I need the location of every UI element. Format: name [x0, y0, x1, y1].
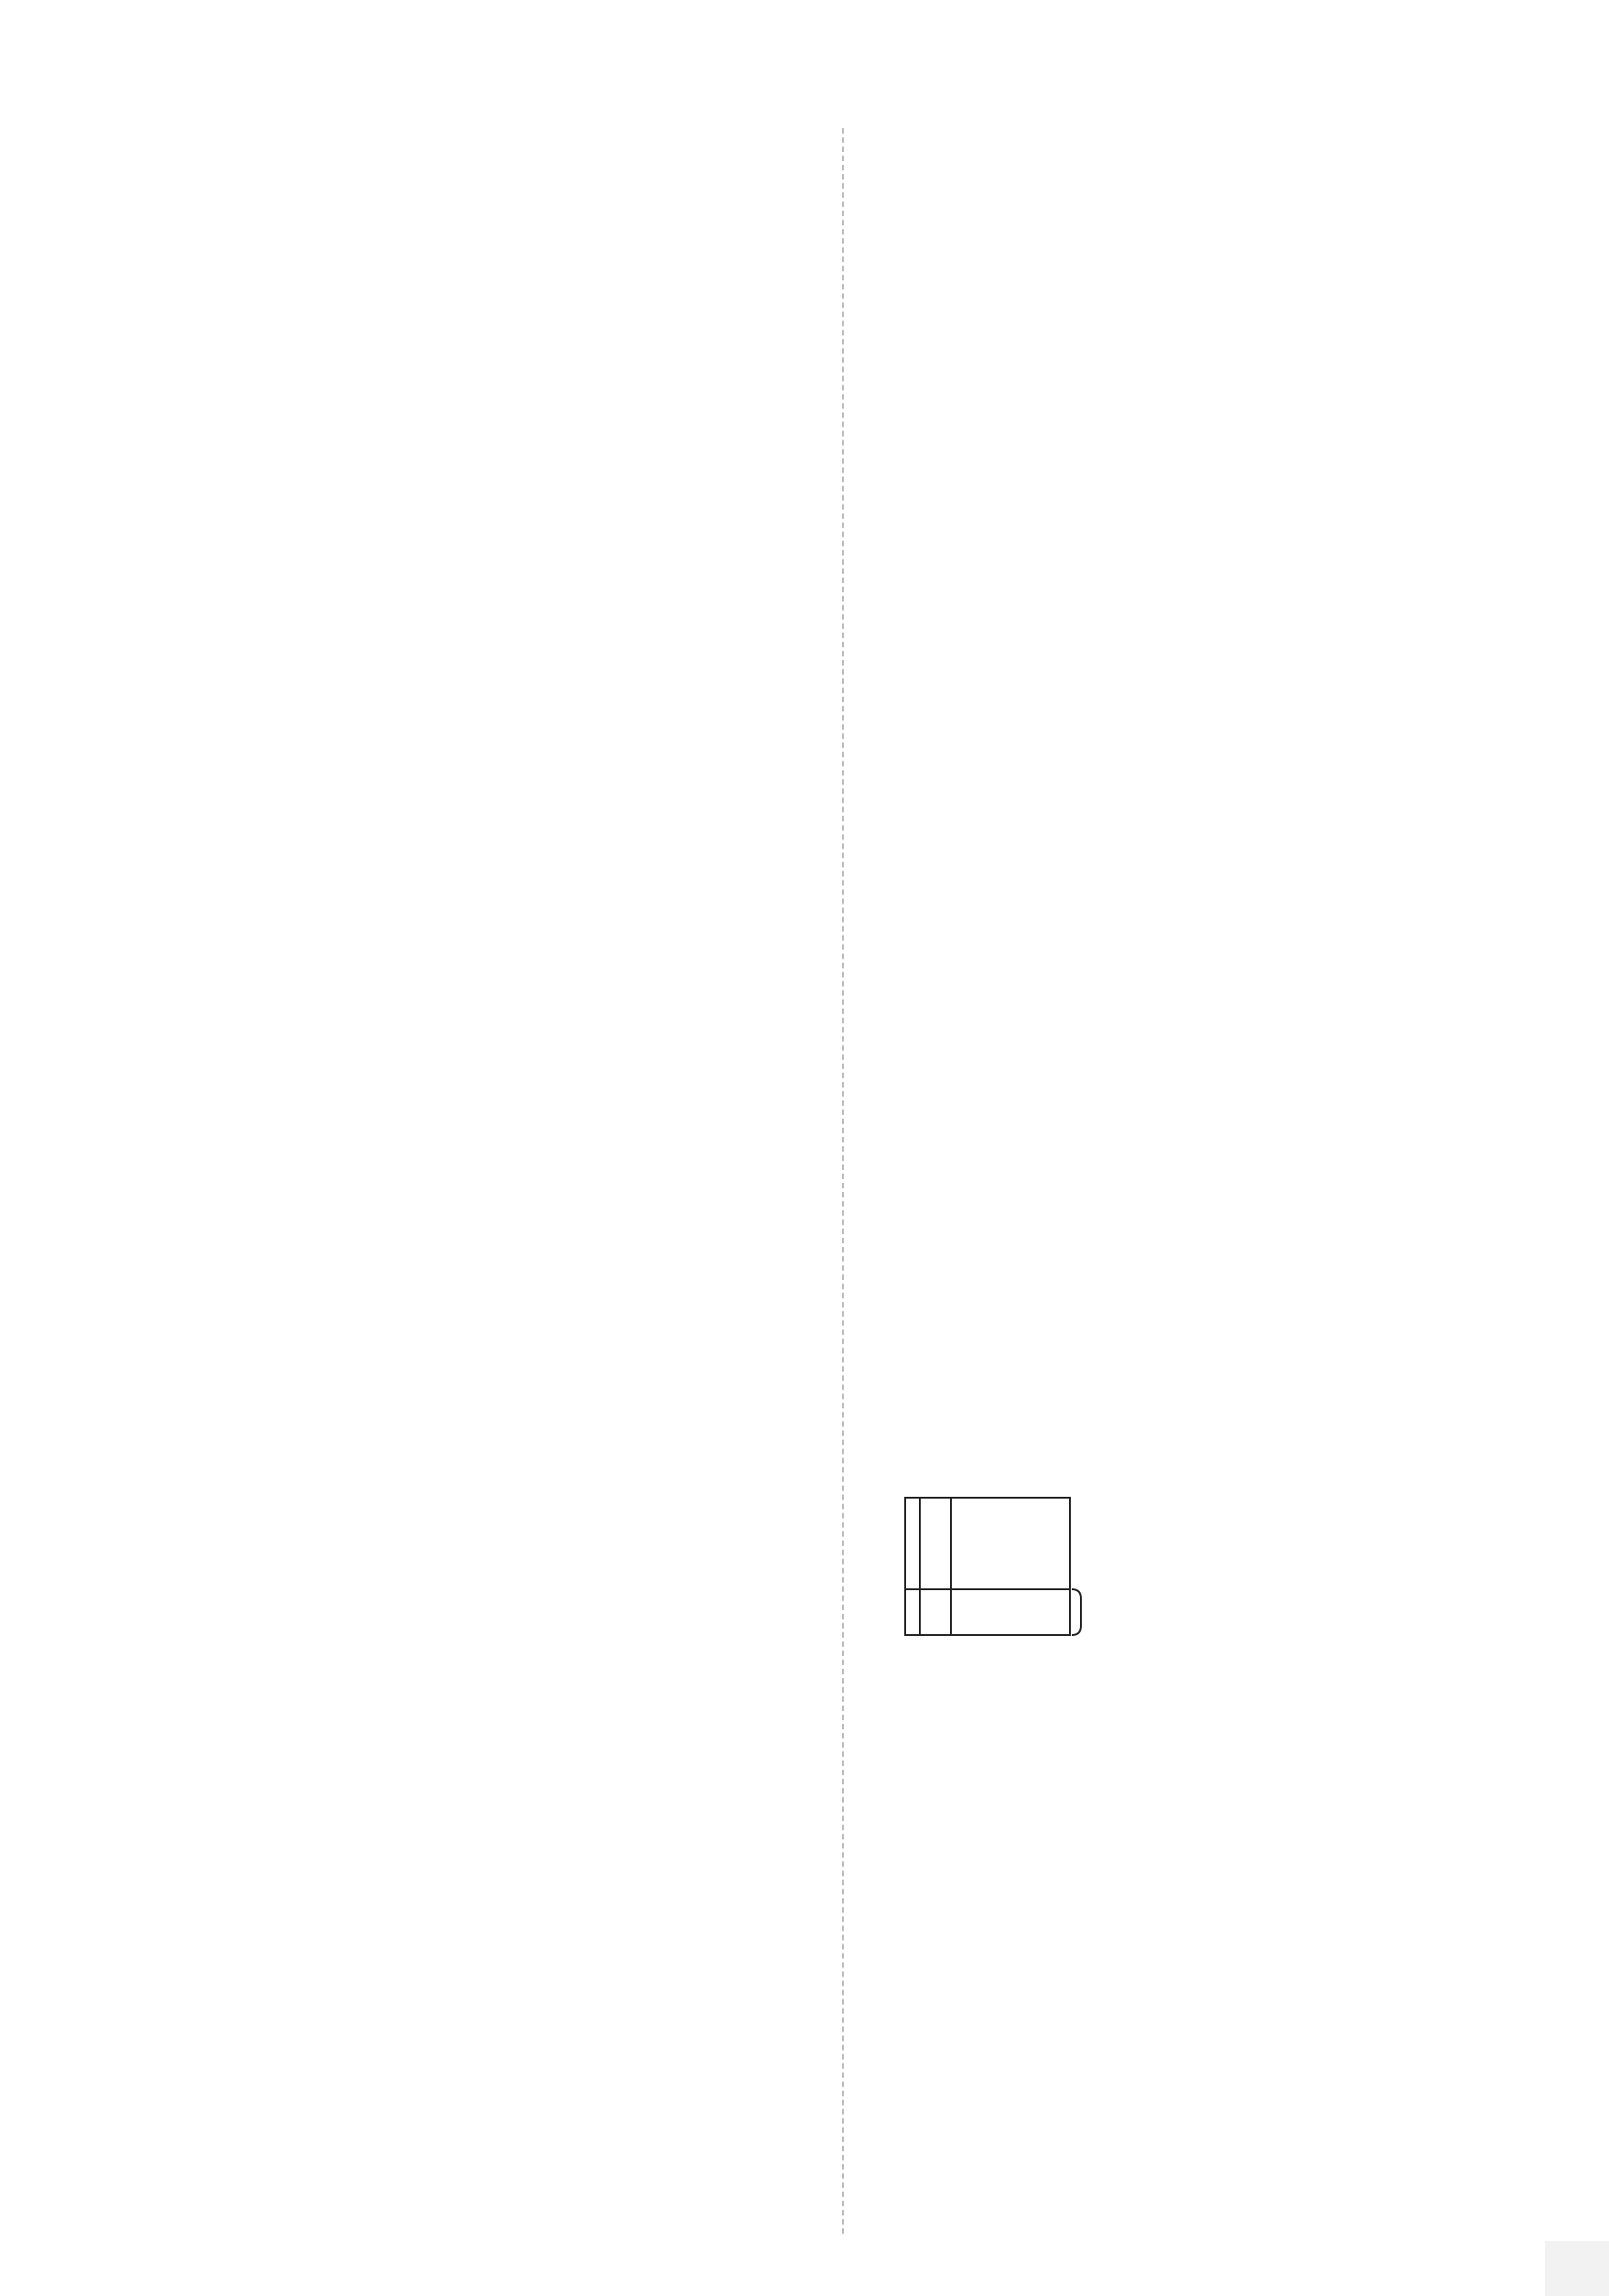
region-3	[905, 1498, 951, 1635]
text-line	[128, 623, 146, 660]
page-number	[1545, 2241, 1609, 2296]
column-divider	[842, 128, 844, 2234]
text-line	[128, 579, 146, 615]
text-line	[128, 803, 146, 839]
expansion-diagram	[902, 1456, 1176, 1657]
text-line	[128, 385, 146, 422]
text-line	[128, 937, 220, 974]
text-line	[128, 1099, 146, 1136]
text-line	[128, 758, 146, 795]
original-pond	[920, 1498, 1070, 1635]
region-2	[905, 1589, 1070, 1635]
text-line	[128, 668, 146, 705]
